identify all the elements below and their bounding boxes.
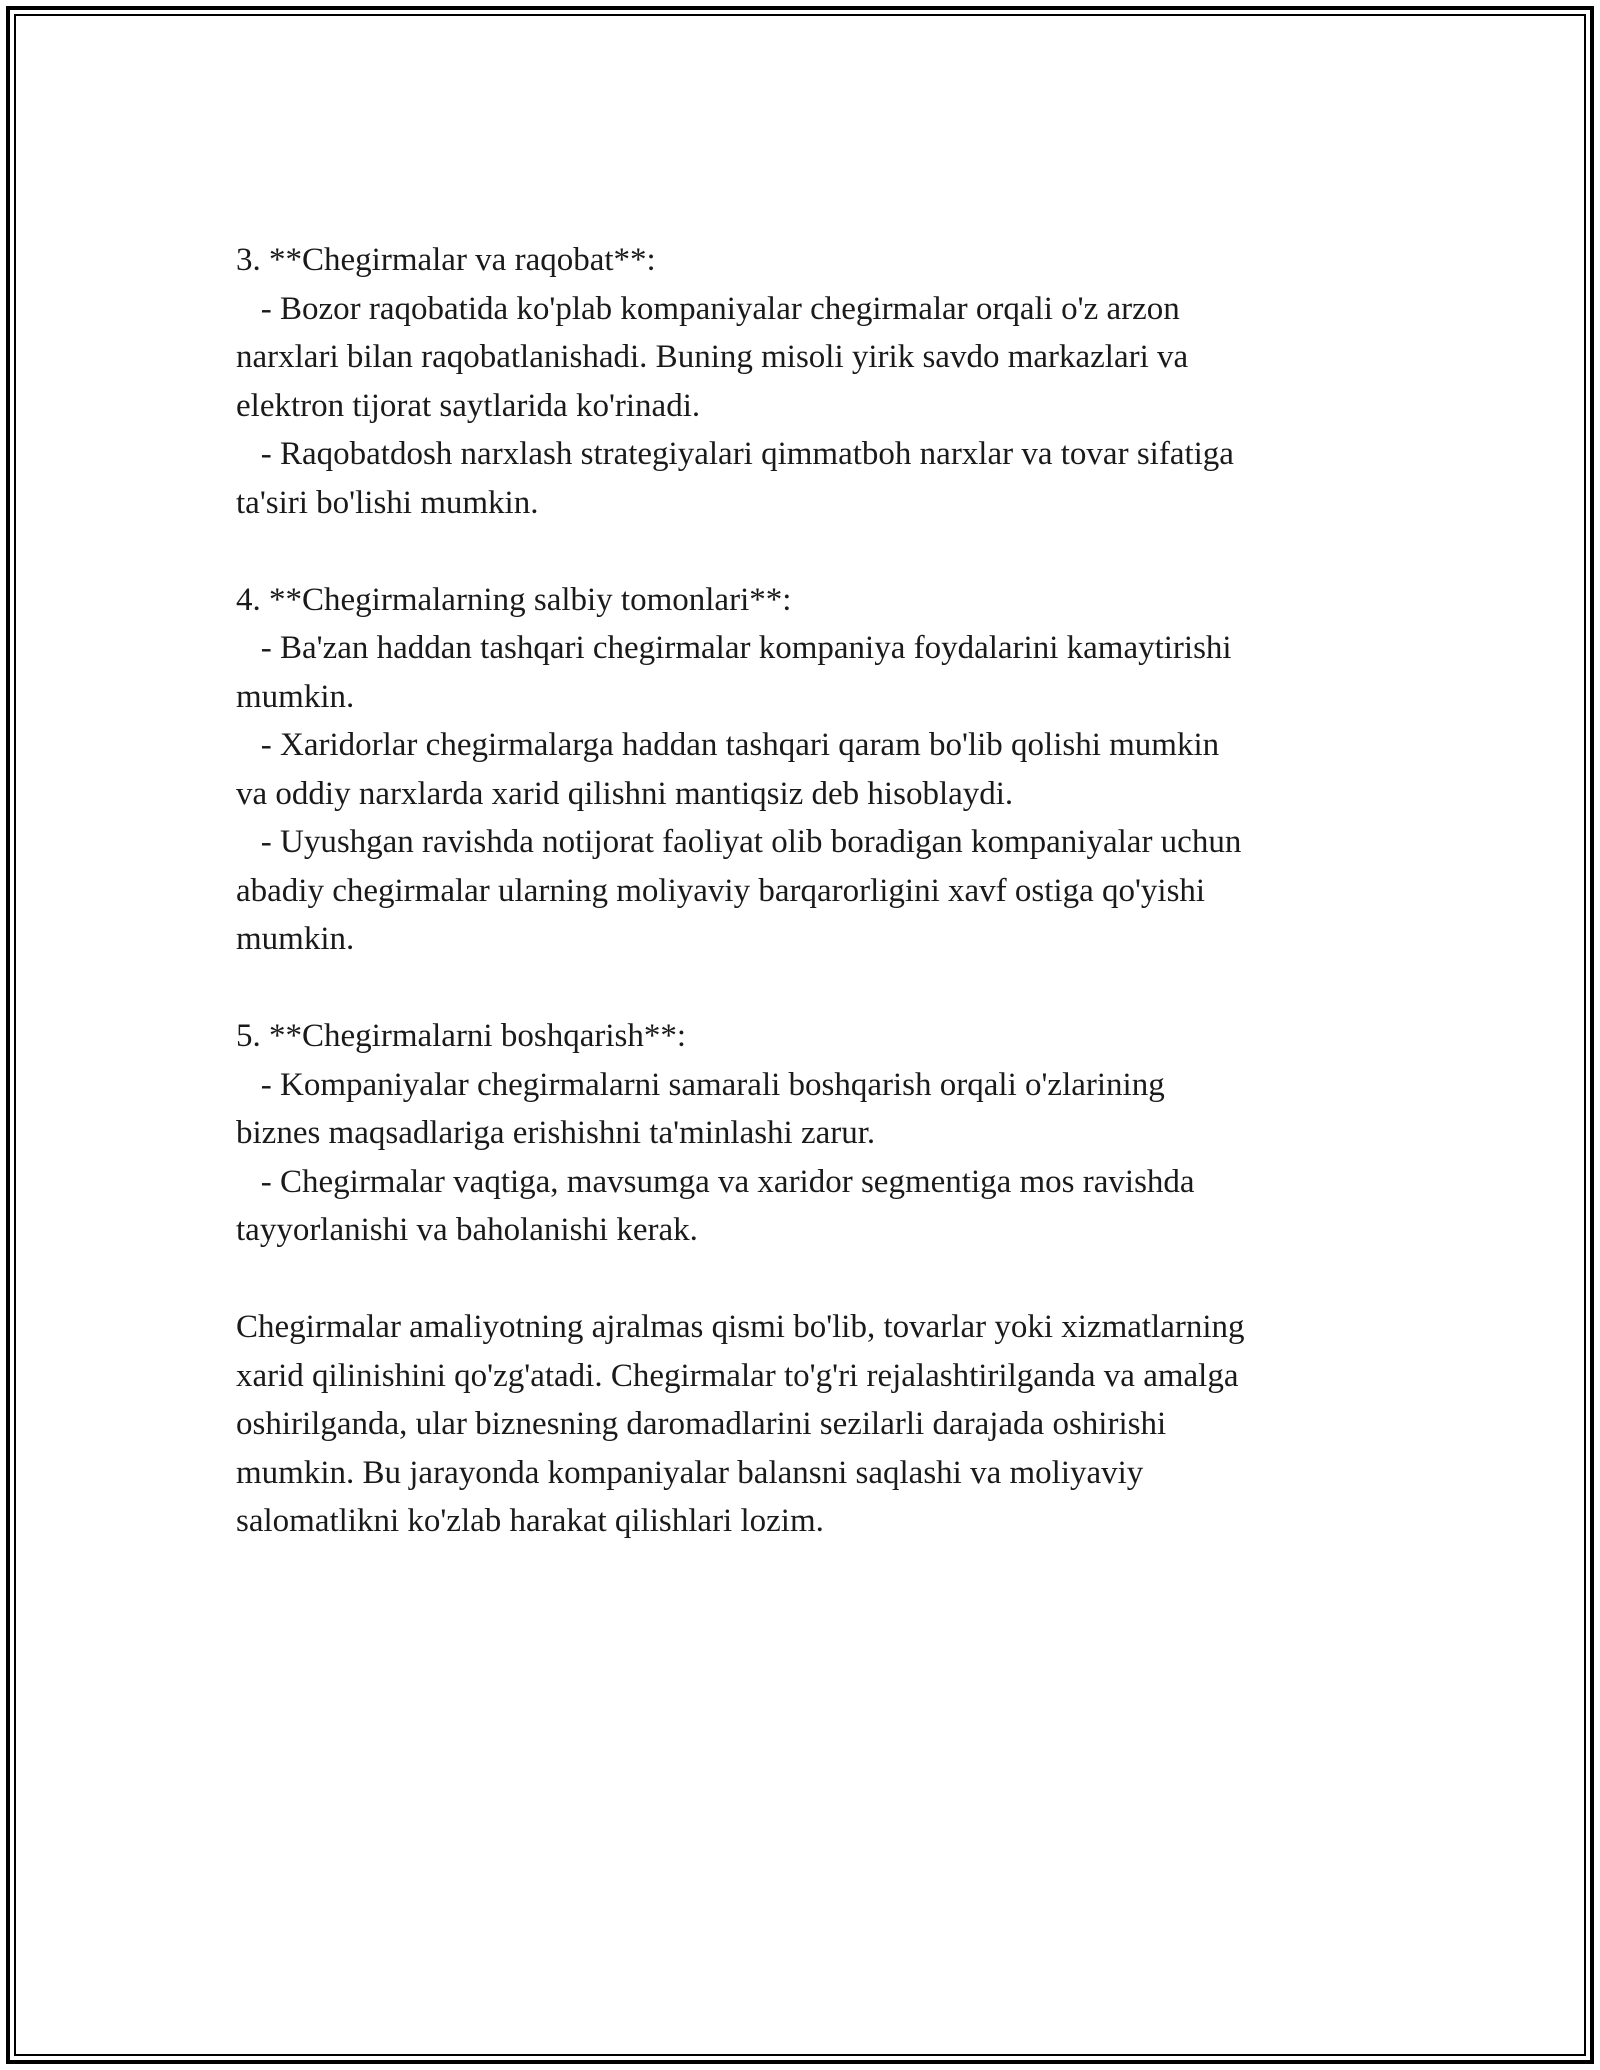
text-line: ta'siri bo'lishi mumkin. (236, 484, 539, 521)
section-negative-sides (236, 576, 1386, 964)
text-line: - Xaridorlar chegirmalarga haddan tashqari qaram bo'lib qolishi mumkin (236, 727, 1220, 763)
text-line: biznes maqsadlariga erishishni ta'minlashi zarur. (236, 1115, 876, 1151)
text-line: - Ba'zan haddan tashqari chegirmalar kompaniya foydalarini kamaytirishi (236, 630, 1232, 666)
text-line: abadiy chegirmalar ularning moliyaviy barqarorligini xavf ostiga qo'yishi (236, 872, 1206, 909)
section-competition (236, 236, 1386, 527)
text-line: narxlari bilan raqobatlanishadi. Buning misoli yirik savdo markazlari va (236, 339, 1189, 375)
text-line: xarid qilinishini qo'zg'atadi. Chegirmalar to'g'ri rejalashtirilganda va amalga (236, 1357, 1239, 1394)
text-line: oshirilganda, ular biznesning daromadlarini sezilarli darajada oshirishi (236, 1406, 1167, 1442)
text-line: va oddiy narxlarda xarid qilishni mantiqsiz deb hisoblaydi. (236, 775, 1014, 812)
text-line: mumkin. (236, 921, 355, 957)
text-line: salomatlikni ko'zlab harakat qilishlari lozim. (236, 1503, 824, 1539)
text-line: Chegirmalar amaliyotning ajralmas qismi bo'lib, tovarlar yoki xizmatlarning (236, 1309, 1245, 1345)
text-line: mumkin. Bu jarayonda kompaniyalar balansni saqlashi va moliyaviy (236, 1454, 1144, 1491)
conclusion-paragraph (236, 1303, 1386, 1546)
text-line: - Chegirmalar vaqtiga, mavsumga va xaridor segmentiga mos ravishda (236, 1163, 1195, 1200)
section-management (236, 1012, 1386, 1255)
section-heading: 5. **Chegirmalarni boshqarish**: (236, 1018, 687, 1054)
text-line: - Kompaniyalar chegirmalarni samarali boshqarish orqali o'zlarining (236, 1066, 1165, 1103)
text-line: elektron tijorat saytlarida ko'rinadi. (236, 387, 701, 424)
text-line: - Bozor raqobatida ko'plab kompaniyalar chegirmalar orqali o'z arzon (236, 290, 1180, 327)
text-line: - Uyushgan ravishda notijorat faoliyat olib boradigan kompaniyalar uchun (236, 824, 1242, 860)
section-heading: 3. **Chegirmalar va raqobat**: (236, 242, 656, 278)
text-line: mumkin. (236, 678, 355, 715)
section-heading: 4. **Chegirmalarning salbiy tomonlari**: (236, 581, 792, 618)
document-body (236, 236, 1386, 1594)
text-line: tayyorlanishi va baholanishi kerak. (236, 1212, 698, 1248)
text-line: - Raqobatdosh narxlash strategiyalari qimmatboh narxlar va tovar sifatiga (236, 436, 1234, 472)
